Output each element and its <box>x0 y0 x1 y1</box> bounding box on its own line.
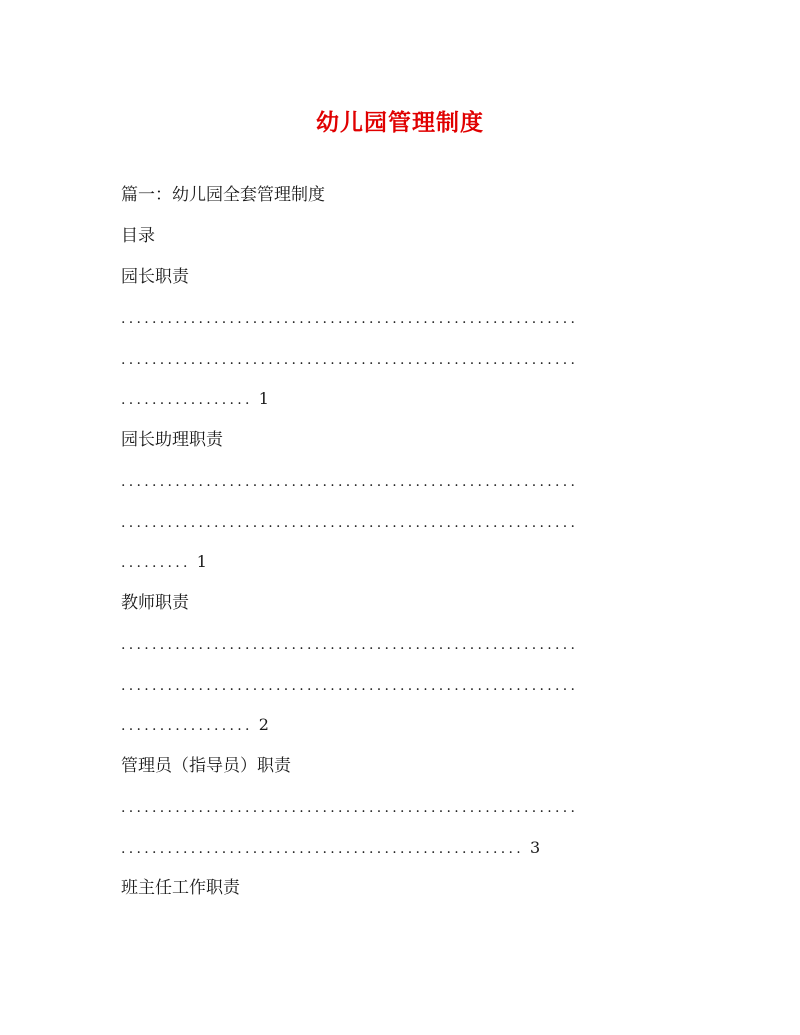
leader-dots: ......... <box>121 555 191 571</box>
section-heading: 篇一：幼儿园全套管理制度 <box>121 185 325 205</box>
toc-entry-title: 教师职责 <box>121 593 189 613</box>
toc-entry-title: 园长职责 <box>121 267 189 287</box>
leader-dots: ........................................................... <box>121 637 579 653</box>
toc-leader-dots <box>121 466 681 496</box>
toc-leader-end <box>121 547 681 577</box>
toc-leader-dots <box>121 792 681 822</box>
toc-leader-dots <box>121 344 681 374</box>
leader-dots: ........................................................... <box>121 800 579 816</box>
toc-leader-dots <box>121 629 681 659</box>
toc-leader-end <box>121 833 681 863</box>
leader-dots: ........................................................... <box>121 474 579 490</box>
toc-entry-title: 管理员（指导员）职责 <box>121 756 291 776</box>
toc-label: 目录 <box>121 226 155 246</box>
toc-leader-dots <box>121 670 681 700</box>
toc-page-number: 3 <box>530 838 541 857</box>
leader-dots: ........................................................... <box>121 311 579 327</box>
toc-leader-end <box>121 710 681 740</box>
leader-dots: .................................................... <box>121 841 525 857</box>
toc-page-number: 2 <box>258 715 269 734</box>
toc-leader-end <box>121 384 681 414</box>
leader-dots: ........................................................... <box>121 352 579 368</box>
toc-page-number: 1 <box>196 552 207 571</box>
toc-entry-title: 班主任工作职责 <box>121 878 240 898</box>
toc-leader-dots <box>121 507 681 537</box>
leader-dots: ........................................................... <box>121 678 579 694</box>
toc-page-number: 1 <box>258 389 269 408</box>
leader-dots: ................. <box>121 718 253 734</box>
toc-leader-dots <box>121 303 681 333</box>
toc-entry-title: 园长助理职责 <box>121 430 223 450</box>
document-title: 幼儿园管理制度 <box>316 110 484 136</box>
leader-dots: ........................................................... <box>121 515 579 531</box>
leader-dots: ................. <box>121 392 253 408</box>
